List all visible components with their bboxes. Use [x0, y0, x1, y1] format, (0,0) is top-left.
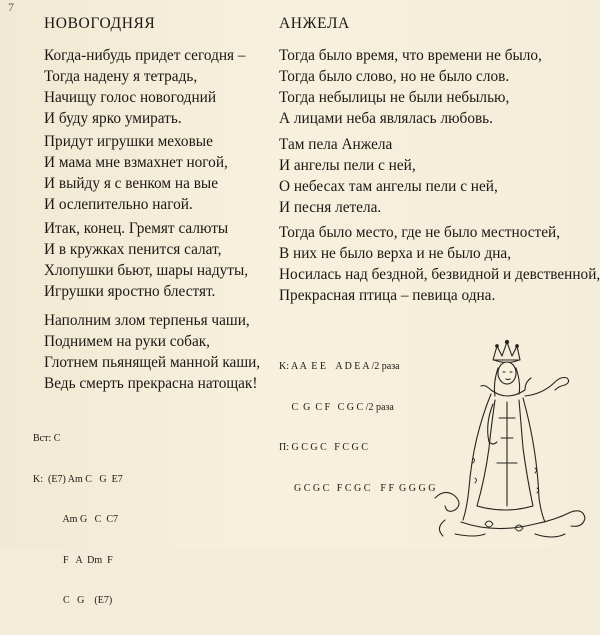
left-song-title: НОВОГОДНЯЯ — [44, 15, 156, 32]
right-stanza-2 — [279, 134, 498, 218]
right-stanza-1 — [279, 45, 542, 129]
queen-illustration — [415, 338, 600, 543]
verse-line: Начищу голос новогодний — [44, 89, 217, 106]
flourish-ornament — [435, 492, 585, 537]
verse-line: Тогда было слово, но не было слов. — [279, 68, 510, 85]
verse-line: Игрушки яростно блестят. — [44, 283, 216, 300]
verse-line: Когда-нибудь придет сегодня – — [44, 47, 246, 64]
chord-line: C G (E7) — [33, 595, 113, 606]
verse-line: Тогда было время, что времени не было, — [279, 47, 542, 64]
verse-line: И в кружках пенится салат, — [44, 241, 222, 258]
verse-line: Там пела Анжела — [279, 136, 393, 153]
verse-line: Носилась над бездной, безвидной и девственной, — [279, 266, 600, 283]
right-stanza-3 — [279, 222, 600, 306]
head-outline — [498, 362, 516, 384]
verse-line: Итак, конец. Гремят салюты — [44, 220, 229, 237]
chord-line: C G C F C G C /2 раза — [279, 401, 394, 413]
verse-line: Тогда было место, где не было местностей, — [279, 224, 561, 241]
left-stanza-4 — [44, 310, 260, 394]
verse-line: Хлопушки бьют, шары надуты, — [44, 262, 249, 279]
verse-line: Тогда надену я тетрадь, — [44, 68, 198, 85]
verse-line: Тогда небылицы не были небылью, — [279, 89, 510, 106]
chord-line: П: G C G C F C G C — [279, 442, 368, 453]
verse-line: И ослепительно нагой. — [44, 196, 193, 213]
verse-line: Прекрасная птица – певица одна. — [279, 287, 496, 304]
right-song-title: АНЖЕЛА — [279, 15, 350, 32]
verse-line: О небесах там ангелы пели с ней, — [279, 178, 498, 195]
chord-line: G C G C F C G C F F G G G G — [279, 482, 436, 494]
raised-arm — [525, 378, 569, 397]
left-stanza-1 — [44, 45, 246, 129]
chord-line: Вст: C — [33, 433, 61, 444]
chord-line: K: (E7) Am C G E7 — [33, 473, 123, 485]
chord-line: K: A A E E A D E A /2 раза — [279, 361, 400, 372]
right-chords — [279, 333, 435, 522]
verse-line: В них не было верха и не было дна, — [279, 245, 512, 262]
verse-line: И выйду я с венком на вые — [44, 175, 219, 192]
verse-line: А лицами неба являлась любовь. — [279, 110, 493, 127]
left-stanza-2 — [44, 131, 228, 215]
verse-line: Наполним злом терпенья чаши, — [44, 312, 250, 329]
verse-line: Ведь смерть прекрасна натощак! — [44, 375, 258, 392]
verse-line: И буду ярко умирать. — [44, 110, 182, 127]
chord-line: F A Dm F — [33, 554, 113, 566]
verse-line: И ангелы пели с ней, — [279, 157, 416, 174]
verse-line: И песня летела. — [279, 199, 382, 216]
left-stanza-3 — [44, 218, 248, 302]
verse-line: Придут игрушки меховые — [44, 133, 213, 150]
verse-line: Поднимем на руки собак, — [44, 333, 210, 350]
verse-line: И мама мне взмахнет ногой, — [44, 154, 228, 171]
left-chords — [33, 405, 123, 635]
page-mark: 7 — [8, 0, 14, 14]
verse-line: Глотнем пьянящей манной каши, — [44, 354, 261, 371]
chord-line: Am G C C7 — [33, 514, 119, 525]
